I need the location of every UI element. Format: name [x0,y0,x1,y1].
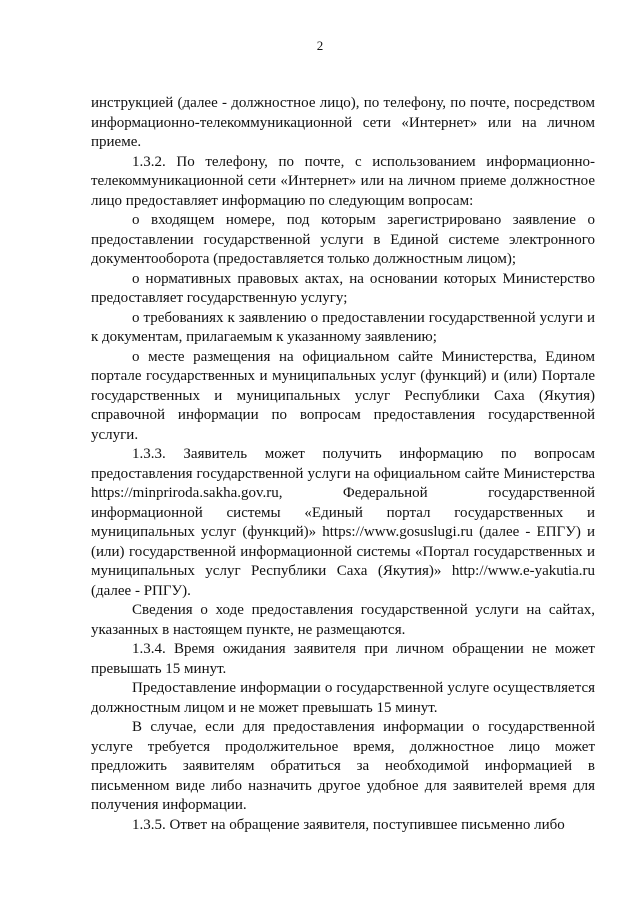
paragraph-1-3-5: 1.3.5. Ответ на обращение заявителя, поступившее письменно либо [132,816,565,833]
list-item-requirements: о требованиях к заявлению о предоставлении государственной услуги и к документам, прилагаемым к указанному заявлению; [91,309,595,345]
paragraph-long-time-case: В случае, если для предоставления информации о государственной услуге требуется продолжительное время, должностное лицо может предложить заявителям обратиться за необходимой информацией в письменном виде либо назначить другое удобное для заявителей время для получения информации. [91,719,595,813]
paragraph-info-duration: Предоставление информации о государственной услуге осуществляется должностным лицом и не может превышать 15 минут. [91,680,595,716]
paragraph-1-3-3: 1.3.3. Заявитель может получить информацию по вопросам предоставления государственной услуги на официальном сайте Министерства https://minpriroda.sakha.gov.ru, Федеральной государственной информационной системы «Единый портал государственных и муниципальных услуг (функций)» https://www.gosuslugi.ru (далее - ЕПГУ) и (или) государственной информационной системы «Портал государственных и муниципальных услуг Республики Саха (Якутия)» http://www.e-yakutia.ru (далее - РПГУ). [91,446,595,599]
paragraph-progress-info: Сведения о ходе предоставления государственной услуги на сайтах, указанных в настоящем пункте, не размещаются. [91,602,595,638]
paragraph-1-3-4: 1.3.4. Время ожидания заявителя при личном обращении не может превышать 15 минут. [91,641,595,677]
document-body [91,94,595,835]
paragraph-continuation: инструкцией (далее - должностное лицо), по телефону, по почте, посредством информационно-телекоммуникационной сети «Интернет» или на личном приеме. [91,95,595,150]
list-item-incoming-number: о входящем номере, под которым зарегистрировано заявление о предоставлении государственной услуги в Единой системе электронного документооборота (предоставляется только должностным лицом); [91,212,595,267]
list-item-info-placement: о месте размещения на официальном сайте Министерства, Едином портале государственных и муниципальных услуг (функций) и (или) Портале государственных и муниципальных услуг Республики Саха (Якутия) справочной информации по вопросам предоставления государственной услуги. [91,348,595,443]
page-number: 2 [316,38,324,53]
paragraph-1-3-2: 1.3.2. По телефону, по почте, с использованием информационно-телекоммуникационной сети «Интернет» или на личном приеме должностное лицо предоставляет информацию по следующим вопросам: [91,153,595,209]
list-item-legal-acts: о нормативных правовых актах, на основании которых Министерство предоставляет государственную услугу; [91,270,595,306]
